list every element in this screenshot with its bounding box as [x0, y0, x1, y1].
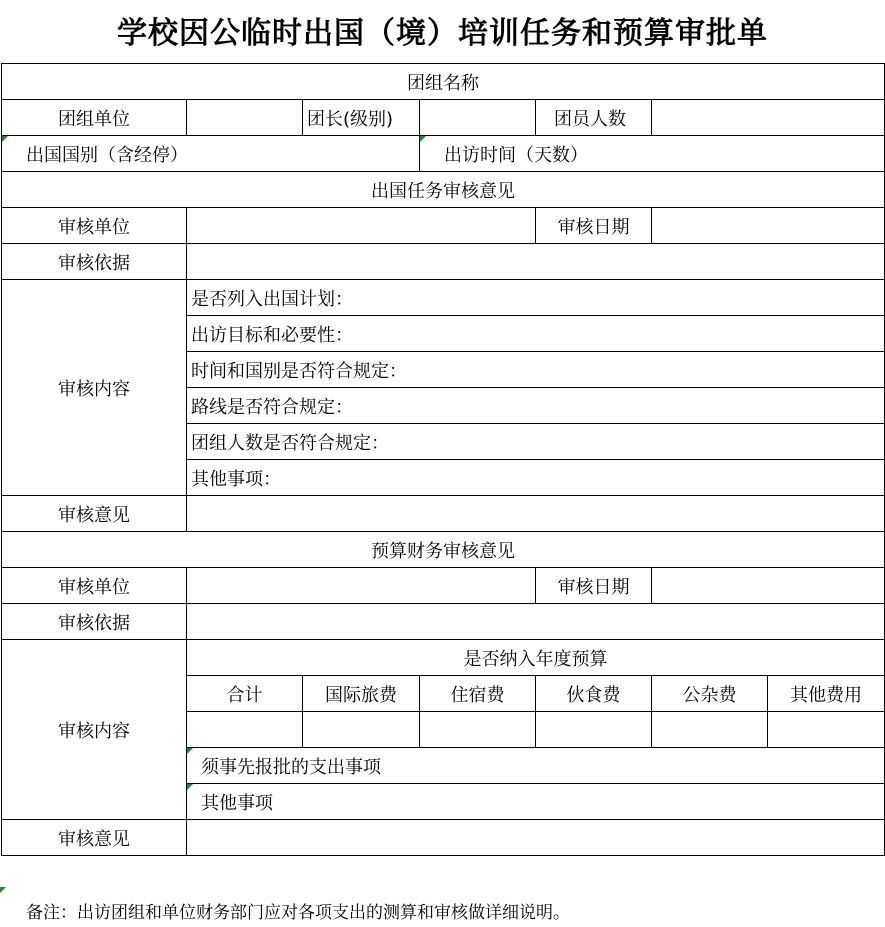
budget-column-header: 住宿费	[420, 676, 536, 712]
task-item: 时间和国别是否符合规定：	[187, 352, 885, 388]
group-leader-value[interactable]	[420, 100, 536, 136]
group-leader-label: 团长(级别)	[303, 100, 420, 136]
budget-cell-lodging[interactable]	[420, 712, 536, 748]
prior-approval-label: 须事先报批的支出事项	[187, 748, 885, 784]
budget-unit-label: 审核单位	[2, 568, 187, 604]
budget-unit-value[interactable]	[187, 568, 536, 604]
budget-opinion-value[interactable]	[187, 820, 885, 856]
page-title: 学校因公临时出国（境）培训任务和预算审批单	[117, 16, 768, 51]
cell-marker-icon	[0, 887, 6, 893]
budget-question: 是否纳入年度预算	[187, 640, 885, 676]
group-members-label: 团员人数	[536, 100, 652, 136]
budget-other-items-label: 其他事项	[187, 784, 885, 820]
budget-opinion-label: 审核意见	[2, 820, 187, 856]
task-basis-value[interactable]	[187, 244, 885, 280]
footnote: 备注：出访团组和单位财务部门应对各项支出的测算和审核做详细说明。	[26, 903, 570, 923]
task-item: 是否列入出国计划：	[187, 280, 885, 316]
task-item: 路线是否符合规定：	[187, 388, 885, 424]
budget-column-header: 公杂费	[652, 676, 768, 712]
task-unit-value[interactable]	[187, 208, 536, 244]
budget-date-label: 审核日期	[536, 568, 652, 604]
task-opinion-value[interactable]	[187, 496, 885, 532]
budget-basis-label: 审核依据	[2, 604, 187, 640]
task-content-label: 审核内容	[2, 280, 187, 496]
countries-label: 出国国别（含经停）	[2, 136, 420, 172]
task-item: 团组人数是否符合规定：	[187, 424, 885, 460]
budget-column-header: 伙食费	[536, 676, 652, 712]
task-date-label: 审核日期	[536, 208, 652, 244]
task-opinion-label: 审核意见	[2, 496, 187, 532]
budget-cell-other[interactable]	[768, 712, 885, 748]
task-date-value[interactable]	[652, 208, 885, 244]
task-item: 出访目标和必要性：	[187, 316, 885, 352]
group-name-header: 团组名称	[2, 64, 885, 100]
task-unit-label: 审核单位	[2, 208, 187, 244]
duration-label: 出访时间（天数）	[420, 136, 885, 172]
group-unit-value[interactable]	[187, 100, 303, 136]
budget-cell-total[interactable]	[187, 712, 303, 748]
budget-cell-travel[interactable]	[303, 712, 420, 748]
budget-review-header: 预算财务审核意见	[2, 532, 885, 568]
budget-column-header: 其他费用	[768, 676, 885, 712]
budget-cell-misc[interactable]	[652, 712, 768, 748]
group-unit-label: 团组单位	[2, 100, 187, 136]
approval-form	[1, 63, 885, 856]
budget-content-label: 审核内容	[2, 640, 187, 820]
group-members-value[interactable]	[652, 100, 885, 136]
task-review-header: 出国任务审核意见	[2, 172, 885, 208]
budget-column-header: 国际旅费	[303, 676, 420, 712]
budget-cell-meals[interactable]	[536, 712, 652, 748]
task-item: 其他事项：	[187, 460, 885, 496]
budget-basis-value[interactable]	[187, 604, 885, 640]
budget-date-value[interactable]	[652, 568, 885, 604]
budget-column-header: 合计	[187, 676, 303, 712]
task-basis-label: 审核依据	[2, 244, 187, 280]
